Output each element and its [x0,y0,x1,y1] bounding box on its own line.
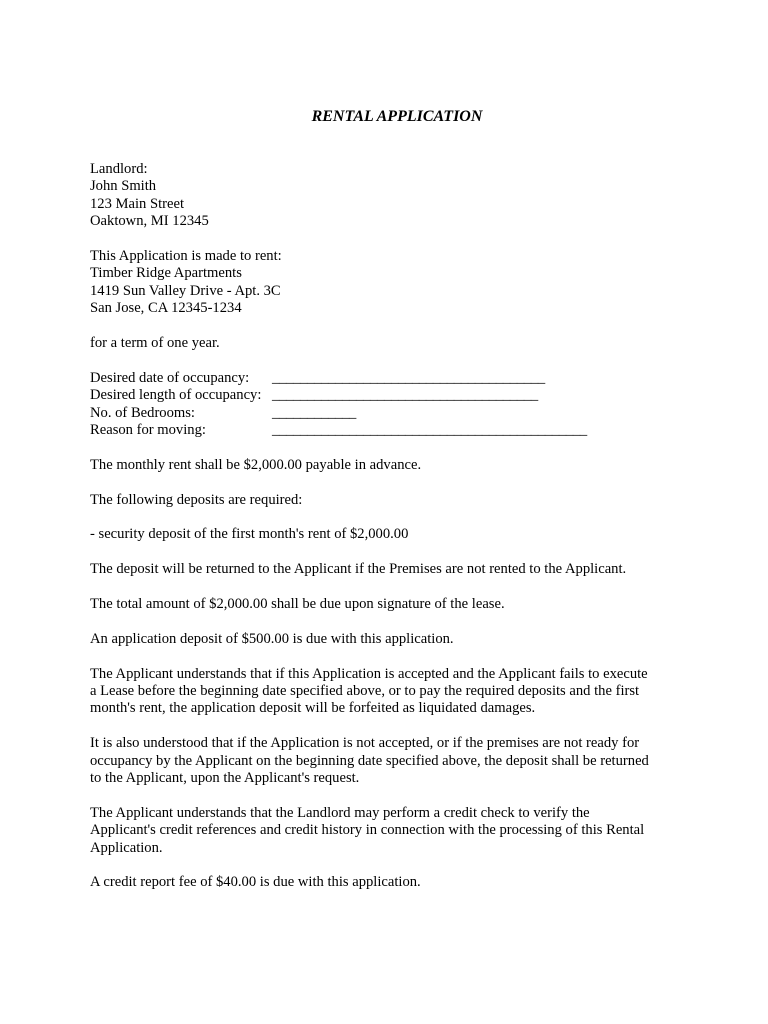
total-amount-paragraph: The total amount of $2,000.00 shall be due upon signature of the lease. [90,596,505,613]
landlord-heading: Landlord: [90,161,148,177]
deposits-heading: The following deposits are required: [90,491,303,508]
application-deposit-paragraph: An application deposit of $500.00 is due with this application. [90,630,454,647]
not-accepted-paragraph: It is also understood that if the Application is not accepted, or if the premises are not ready for occupancy by the Applicant on the beginning date specified above, the deposit shall be returned to the Applicant, upon the Applicant's request. [90,735,649,787]
field-label: Reason for moving: [90,422,206,439]
field-occupancy-date [90,370,690,387]
property-street: 1419 Sun Valley Drive - Apt. 3C [90,282,281,299]
landlord-block [90,161,690,231]
property-city: San Jose, CA 12345-1234 [90,300,242,317]
field-label: No. of Bedrooms: [90,404,195,421]
field-blank-line[interactable]: ____________ [272,404,356,421]
field-label: Desired date of occupancy: [90,369,250,386]
occupancy-fields [90,370,690,440]
security-deposit-item: - security deposit of the first month's rent of $2,000.00 [90,526,409,543]
property-name: Timber Ridge Apartments [90,265,242,282]
credit-check-paragraph: The Applicant understands that the Landlord may perform a credit check to verify the Applicant's credit references and credit history in connection with the processing of this Rental Application. [90,804,645,856]
field-label: Desired length of occupancy: [90,387,262,404]
deposit-return-paragraph: The deposit will be returned to the Applicant if the Premises are not rented to the Applicant. [90,561,627,578]
landlord-city: Oaktown, MI 12345 [90,213,209,230]
property-heading: This Application is made to rent: [90,248,282,265]
landlord-name: John Smith [90,178,157,195]
document-page [90,106,690,909]
field-reason-for-moving [90,422,690,439]
rent-paragraph: The monthly rent shall be $2,000.00 payable in advance. [90,456,422,473]
field-occupancy-length [90,387,690,404]
landlord-street: 123 Main Street [90,195,185,212]
forfeit-paragraph: The Applicant understands that if this Application is accepted and the Applicant fails to execute a Lease before the beginning date specified above, or to pay the required deposits and the first month's rent, the application deposit will be forfeited as liquidated damages. [90,665,648,717]
field-bedrooms [90,405,690,422]
field-blank-line[interactable]: _______________________________________ [272,369,545,386]
credit-fee-paragraph: A credit report fee of $40.00 is due with this application. [90,874,421,891]
field-blank-line[interactable]: ______________________________________ [272,387,538,404]
property-block [90,248,690,318]
field-blank-line[interactable]: _____________________________________________ [272,422,587,439]
document-title: RENTAL APPLICATION [311,108,483,125]
term-text: for a term of one year. [90,335,220,352]
